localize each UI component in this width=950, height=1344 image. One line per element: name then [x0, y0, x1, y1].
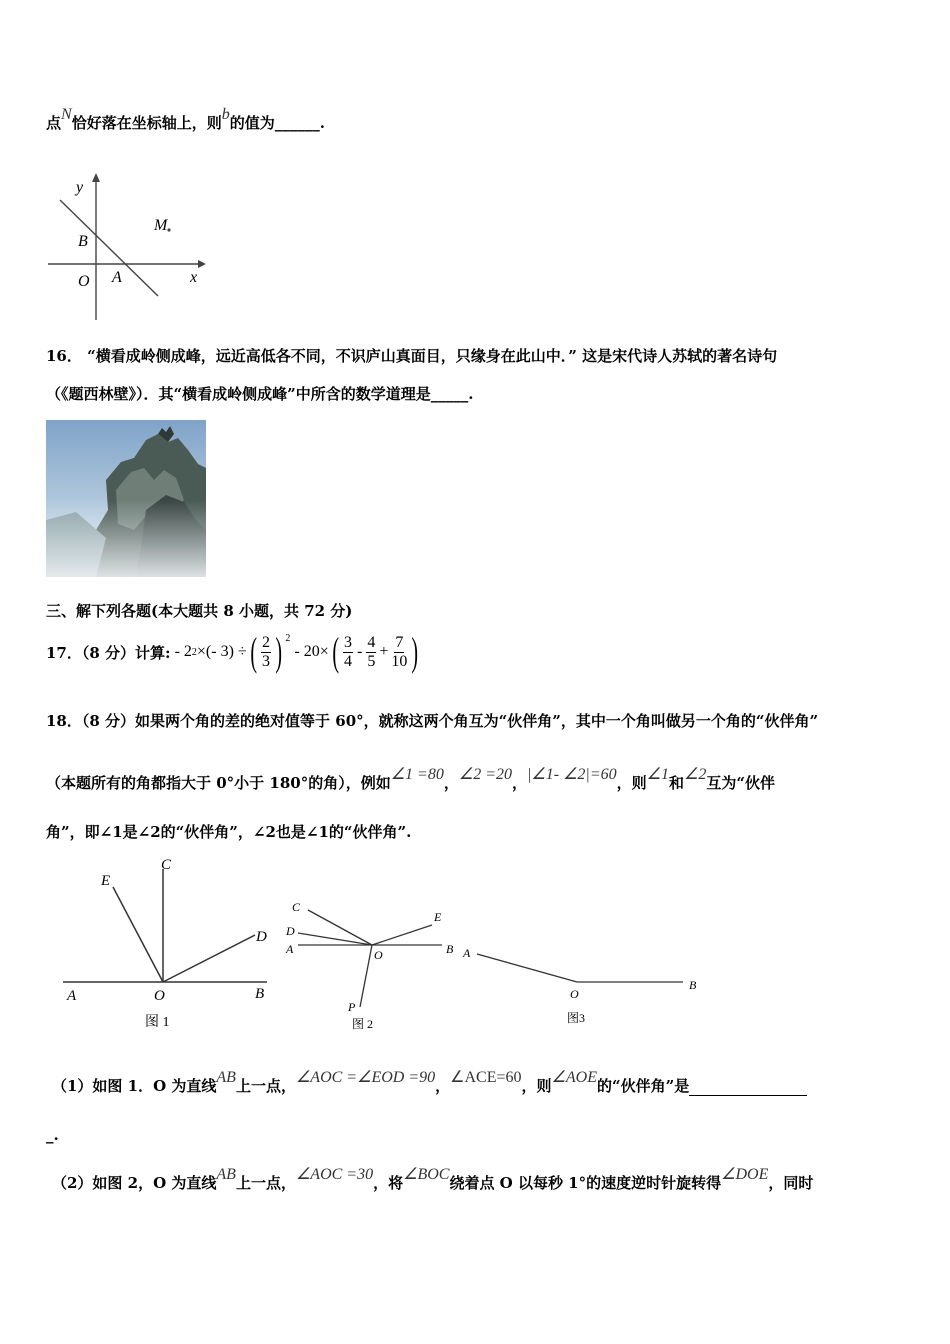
mountain-photo — [46, 420, 206, 577]
fig1-b: B — [255, 986, 265, 1002]
label-y: y — [76, 179, 84, 196]
fig1-a: A — [67, 988, 77, 1004]
q18-line1: 18．（8 分）如果两个角的差的绝对值等于 60°，就称这两个角互为“伙伴角”，其中一个角叫做另一个角的“伙伴角” — [46, 712, 819, 730]
fig2-e: E — [434, 910, 442, 924]
fraction-7-10: $\frac{7}{10}$ — [391, 633, 408, 670]
fig1-d: D — [256, 929, 267, 945]
fraction-4-5: $\frac{4}{5}$ — [367, 633, 376, 670]
fig2-a: A — [286, 942, 294, 956]
var-b: b — [221, 106, 230, 123]
fig2-caption: 图 2 — [352, 1017, 374, 1031]
q18-line3: 角”，即∠1是∠2的“伙伴角”，∠2也是∠1的“伙伴角”. — [46, 823, 412, 841]
fig3-o: O — [570, 987, 579, 1001]
section3-heading: 三、解下列各题(本大题共 8 小题，共 72 分) — [46, 602, 353, 620]
figure-3 — [455, 935, 715, 1035]
fig3-a: A — [463, 946, 471, 960]
fraction-2-3: $\frac{2}{3}$ — [262, 633, 271, 670]
fig1-o: O — [154, 988, 165, 1004]
q16-line2: （《题西林壁》）．其“横看成岭侧成峰”中所含的数学道理是_____. — [46, 385, 474, 403]
answer-blank-1 — [689, 1077, 807, 1096]
p2-line: （2）如图 2，O 为直线AB上一点，∠AOC =30，将∠BOC绕着点 O 以每秒 1°的速度逆时针旋转得∠DOE，同时 — [52, 1166, 814, 1192]
label-b: B — [78, 233, 88, 250]
coordinate-figure — [40, 170, 220, 322]
fig2-b: B — [446, 942, 454, 956]
figure-1 — [55, 855, 280, 1035]
q18-line2: （本题所有的角都指大于 0°小于 180°的角），例如∠1 =80，∠2 =20，|∠1- ∠2|=60，则∠1和∠2互为“伙伴 — [46, 766, 775, 792]
fig2-p: P — [348, 1000, 356, 1014]
p1-continuation: _. — [46, 1126, 59, 1144]
fig3-caption: 图3 — [567, 1011, 586, 1025]
label-o: O — [78, 273, 90, 290]
fraction-3-4: $\frac{3}{4}$ — [344, 633, 353, 670]
q17-line: 17．（8 分）计算: - 2 2 ×(- 3) ÷ ( $\frac{2}{3}$ ) $^2$ - 20× ( $\frac{3}{4}$ - $\frac{4}{5}$ + $\frac{7}{10}$ ) — [46, 629, 419, 674]
fig1-c: C — [161, 857, 172, 873]
q16-line1: 16． “横看成岭侧成峰，远近高低各不同，不识庐山真面目，只缘身在此山中．” 这是宋代诗人苏轼的著名诗句 — [46, 347, 778, 365]
p1-line: （1）如图 1．O 为直线AB上一点，∠AOC =∠EOD =90，∠ACE=60，则∠AOE的“伙伴角”是 — [52, 1075, 807, 1096]
label-a: A — [112, 269, 122, 286]
fig2-o: O — [374, 948, 383, 962]
label-m: M — [154, 217, 168, 234]
fig2-c: C — [292, 900, 301, 914]
var-n: N — [61, 106, 72, 123]
fig3-b: B — [689, 978, 697, 992]
q15-tail-line: 点N恰好落在坐标轴上，则b的值为______. — [46, 106, 325, 132]
figure-2 — [282, 895, 462, 1035]
fig1-e: E — [101, 873, 111, 889]
label-x: x — [190, 269, 198, 286]
fig1-caption: 图 1 — [145, 1015, 170, 1030]
fig2-d: D — [286, 924, 295, 938]
